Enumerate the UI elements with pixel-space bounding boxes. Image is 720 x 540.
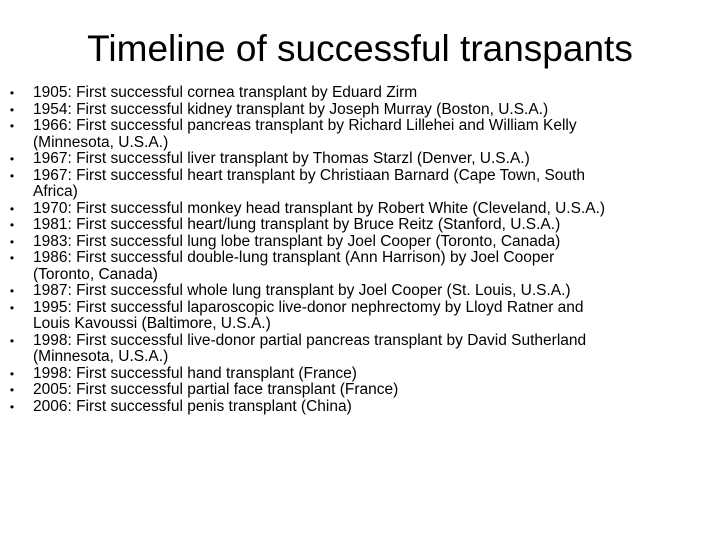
bullet-icon: • bbox=[9, 201, 15, 216]
timeline-entry-text: 1998: First successful hand transplant (France) bbox=[33, 364, 357, 382]
bullet-icon: • bbox=[9, 102, 15, 117]
timeline-entry-text: 1995: First successful laparoscopic live-donor nephrectomy by Lloyd Ratner and bbox=[33, 298, 584, 316]
timeline-entry-continuation: Louis Kavoussi (Baltimore, U.S.A.) bbox=[33, 315, 271, 332]
slide-title: Timeline of successful transpants bbox=[87, 28, 633, 69]
timeline-entry-continuation: Africa) bbox=[33, 183, 78, 200]
timeline-entry-continuation: (Minnesota, U.S.A.) bbox=[33, 133, 169, 151]
bullet-icon: • bbox=[9, 333, 15, 348]
timeline-entry bbox=[6, 85, 706, 102]
timeline-entry-text: 1967: First successful liver transplant by Thomas Starzl (Denver, U.S.A.) bbox=[33, 150, 530, 167]
bullet-icon: • bbox=[9, 152, 15, 166]
bullet-icon: • bbox=[9, 234, 15, 249]
bullet-icon: • bbox=[9, 383, 15, 397]
timeline-entry-text: 1987: First successful whole lung transplant by Joel Cooper (St. Louis, U.S.A.) bbox=[33, 282, 571, 299]
timeline-entry-text: 1981: First successful heart/lung transplant by Bruce Reitz (Stanford, U.S.A.) bbox=[33, 216, 561, 233]
timeline-entry bbox=[6, 151, 706, 168]
bullet-icon: • bbox=[9, 168, 15, 183]
timeline-entry-text: 1970: First successful monkey head transplant by Robert White (Cleveland, U.S.A.) bbox=[33, 199, 606, 217]
bullet-icon: • bbox=[9, 218, 15, 232]
timeline-entry bbox=[6, 234, 706, 251]
timeline-entry bbox=[6, 283, 706, 300]
bullet-icon: • bbox=[9, 251, 15, 265]
timeline-entry bbox=[6, 217, 706, 234]
timeline-entry bbox=[6, 201, 706, 218]
timeline-entry-text: 1983: First successful lung lobe transplant by Joel Cooper (Toronto, Canada) bbox=[33, 232, 561, 250]
timeline-entry-text: 1998: First successful live-donor partial pancreas transplant by David Sutherland bbox=[33, 331, 587, 349]
bullet-icon: • bbox=[9, 366, 15, 381]
timeline-entry-continuation: (Minnesota, U.S.A.) bbox=[33, 348, 169, 365]
timeline-bullet-list bbox=[6, 85, 706, 415]
timeline-entry-text: 1954: First successful kidney transplant by Joseph Murray (Boston, U.S.A.) bbox=[33, 100, 549, 118]
bullet-icon: • bbox=[9, 300, 15, 315]
timeline-entry-text: 1967: First successful heart transplant by Christiaan Barnard (Cape Town, South bbox=[33, 166, 585, 184]
timeline-entry-text: 1986: First successful double-lung transplant (Ann Harrison) by Joel Cooper bbox=[33, 249, 555, 266]
timeline-entry bbox=[6, 102, 706, 119]
timeline-entry-text: 1905: First successful cornea transplant by Eduard Zirm bbox=[33, 84, 418, 101]
timeline-entry-continuation: (Toronto, Canada) bbox=[33, 265, 158, 283]
timeline-entry bbox=[6, 382, 706, 399]
timeline-entry bbox=[6, 399, 706, 416]
bullet-icon: • bbox=[9, 399, 15, 414]
timeline-entry bbox=[6, 168, 706, 201]
timeline-entry-text: 2006: First successful penis transplant (China) bbox=[33, 397, 352, 415]
timeline-entry bbox=[6, 366, 706, 383]
timeline-entry bbox=[6, 250, 706, 283]
timeline-entry-text: 2005: First successful partial face transplant (France) bbox=[33, 381, 399, 398]
bullet-icon: • bbox=[9, 86, 15, 100]
timeline-entry bbox=[6, 300, 706, 333]
timeline-entry bbox=[6, 118, 706, 151]
timeline-entry bbox=[6, 333, 706, 366]
bullet-icon: • bbox=[9, 119, 15, 133]
timeline-entry-text: 1966: First successful pancreas transplant by Richard Lillehei and William Kelly bbox=[33, 117, 577, 134]
bullet-icon: • bbox=[9, 284, 15, 298]
